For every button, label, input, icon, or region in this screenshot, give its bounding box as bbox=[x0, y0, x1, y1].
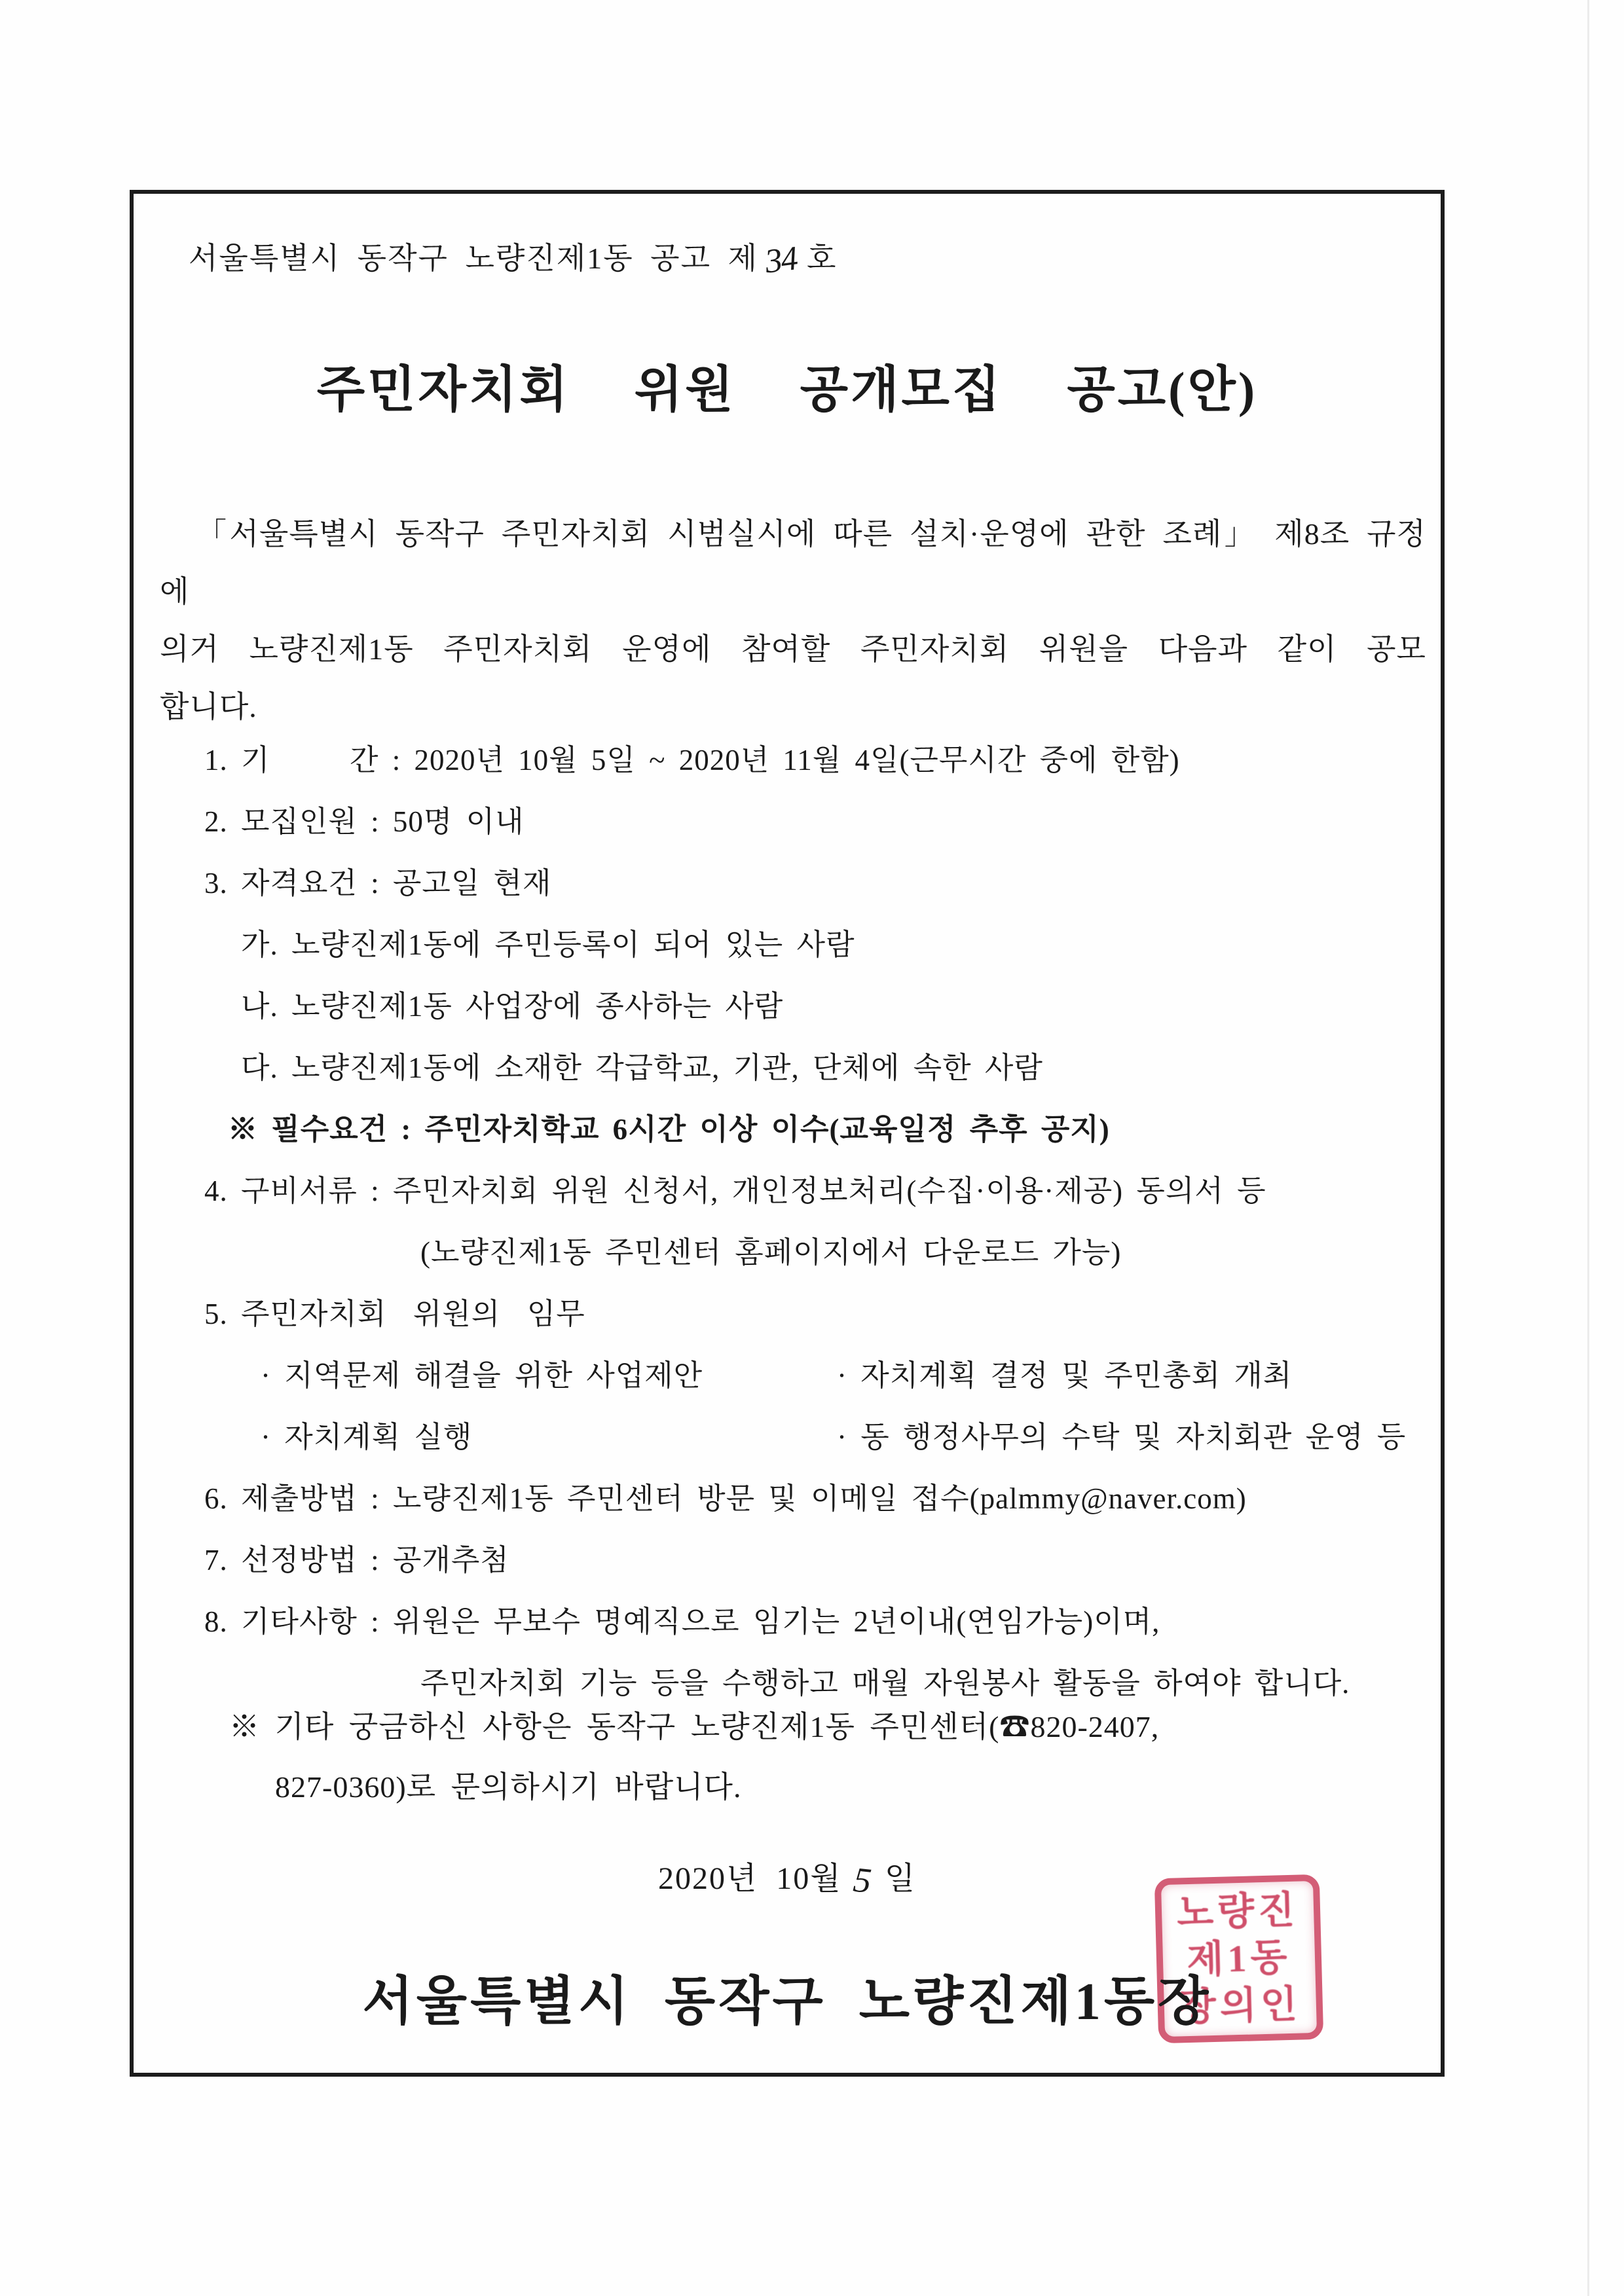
date-prefix: 2020년 10월 bbox=[657, 1861, 842, 1896]
item-etc-line-2: 주민자치회 기능 등을 수행하고 매월 자원봉사 활동을 하여야 합니다. bbox=[420, 1667, 1350, 1700]
contact-note bbox=[229, 1697, 1159, 1817]
item-duties-title: 5. 주민자치회 위원의 임무 bbox=[204, 1298, 585, 1330]
item-documents: 4. 구비서류 : 주민자치회 위원 신청서, 개인정보처리(수집·이용·제공) 동의서 등 bbox=[204, 1175, 1266, 1207]
item-selection: 7. 선정방법 : 공개추첨 bbox=[204, 1544, 509, 1576]
contact-note-line-2: 827-0360)로 문의하시기 바랍니다. bbox=[275, 1770, 742, 1804]
document-border-frame bbox=[130, 190, 1445, 2077]
notice-item-list bbox=[204, 729, 1414, 1714]
contact-note-line-1: ※ 기타 궁금하신 사항은 동작구 노량진제1동 주민센터(☎820-2407, bbox=[229, 1710, 1160, 1743]
duties-row-2 bbox=[261, 1406, 1414, 1468]
duty-business-proposal: · 지역문제 해결을 위한 사업제안 bbox=[261, 1359, 703, 1392]
date-suffix: 일 bbox=[884, 1861, 917, 1896]
intro-line-2: 의거 노량진제1동 주민자치회 운영에 참여할 주민자치회 위원을 다음과 같이 공모 bbox=[160, 632, 1426, 666]
signature-line: 서울특별시 동작구 노량진제1동장 bbox=[362, 1973, 1212, 2031]
intro-paragraph bbox=[160, 505, 1426, 736]
item-qualification-c: 다. 노량진제1동에 소재한 각급학교, 기관, 단체에 속한 사람 bbox=[241, 1051, 1043, 1084]
item-submission: 6. 제출방법 : 노량진제1동 주민센터 방문 및 이메일 접수(palmmy@naver.com) bbox=[204, 1482, 1247, 1515]
doc-number-prefix: 서울특별시 동작구 노량진제1동 공고 제 bbox=[189, 242, 758, 275]
duty-admin-operation: · 동 행정사무의 수탁 및 자치회관 운영 등 bbox=[837, 1421, 1407, 1453]
item-etc-line-1: 8. 기타사항 : 위원은 무보수 명예직으로 임기는 2년이내(연임가능)이며, bbox=[204, 1605, 1160, 1638]
item-required-note: ※ 필수요건 : 주민자치학교 6시간 이상 이수(교육일정 추후 공지) bbox=[228, 1113, 1110, 1146]
doc-number-line bbox=[189, 234, 838, 281]
intro-line-3: 합니다. bbox=[160, 690, 257, 723]
page-title: 주민자치회 위원 공개모집 공고(안) bbox=[316, 363, 1258, 418]
item-qualification-b: 나. 노량진제1동 사업장에 종사하는 사람 bbox=[241, 990, 784, 1023]
item-qualification-a: 가. 노량진제1동에 주민등록이 되어 있는 사람 bbox=[241, 928, 855, 961]
intro-line-1: 「서울특별시 동작구 주민자치회 시범실시에 따른 설치·운영에 관한 조례」 제8조 규정에 bbox=[160, 517, 1426, 608]
seal-text-line-1: 노량진 bbox=[1176, 1888, 1299, 1935]
item-qualification: 3. 자격요건 : 공고일 현재 bbox=[204, 867, 552, 900]
seal-text-line-3: 장의인 bbox=[1179, 1982, 1302, 2029]
seal-text-line-2: 제1동 bbox=[1186, 1935, 1292, 1982]
item-period: 1. 기 간 : 2020년 10월 5일 ~ 2020년 11월 4일(근무시간 중에 한함) bbox=[204, 744, 1180, 776]
duty-plan-execution: · 자치계획 실행 bbox=[261, 1421, 473, 1453]
doc-number-handwritten: 34 bbox=[763, 240, 799, 281]
date-day-handwritten: 5 bbox=[851, 1859, 875, 1901]
item-documents-download-note: (노량진제1동 주민센터 홈페이지에서 다운로드 가능) bbox=[420, 1236, 1122, 1269]
duty-plan-decision: · 자치계획 결정 및 주민총회 개최 bbox=[837, 1359, 1293, 1392]
duties-row-1 bbox=[261, 1345, 1414, 1406]
doc-number-suffix: 호 bbox=[806, 242, 838, 275]
item-capacity: 2. 모집인원 : 50명 이내 bbox=[204, 805, 525, 838]
scan-artifact-line bbox=[1587, 0, 1589, 2296]
